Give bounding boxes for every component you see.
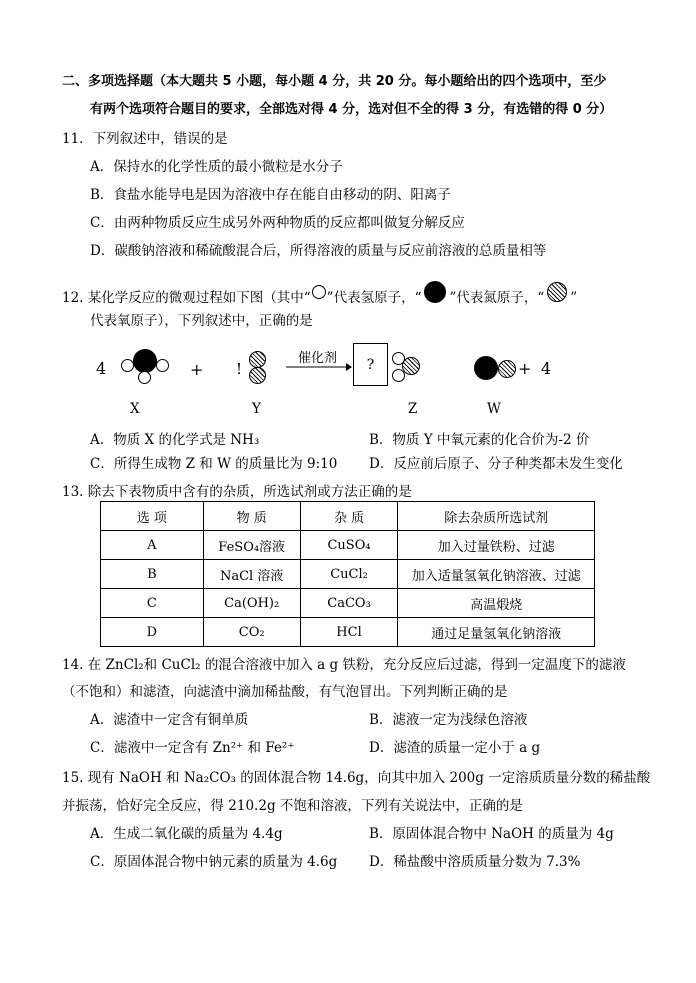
table-cell: A	[101, 531, 204, 560]
q14-option-a: A．滤渣中一定含有铜单质	[90, 712, 249, 728]
q14-option-b: B．滤液一定为浅绿色溶液	[369, 712, 528, 728]
nitrogen-atom-icon	[424, 281, 446, 303]
hydrogen-atom	[121, 359, 134, 372]
catalyst-label: 催化剂	[298, 351, 338, 366]
table-cell: 通过足量氢氧化钠溶液	[398, 618, 595, 647]
plus-sign: +	[518, 359, 532, 378]
table-cell: CuSO₄	[300, 531, 398, 560]
table-cell: FeSO₄溶液	[203, 531, 300, 560]
q15-option-c: C．原固体混合物中钠元素的质量为 4.6g	[90, 854, 338, 870]
q12-option-c: C．所得生成物 Z 和 W 的质量比为 9:10	[90, 456, 338, 472]
q12-stem-part2: ”代表氢原子，“	[326, 290, 422, 306]
q11-option-a: A．保持水的化学性质的最小微粒是水分子	[90, 159, 343, 175]
q15-stem-line2: 并振荡，恰好完全反应，得 210.2g 不饱和溶液，下列有关说法中，正确的是	[62, 798, 523, 814]
nitrogen-atom	[133, 349, 157, 373]
q13-stem: 13. 除去下表物质中含有的杂质，所选试剂或方法正确的是	[62, 484, 412, 500]
table-cell: CaCO₃	[300, 589, 398, 618]
nitrogen-atom	[474, 356, 498, 380]
label-w: W	[487, 401, 501, 417]
q12-stem-part4: ”	[570, 290, 578, 306]
table-row	[101, 531, 595, 560]
oxygen-atom	[498, 360, 516, 378]
table-cell: C	[101, 589, 204, 618]
oxygen-atom	[249, 367, 266, 384]
q12-option-d: D．反应前后原子、分子种类都未发生变化	[369, 456, 623, 472]
table-header-cell: 物 质	[203, 502, 300, 531]
q12-stem-part1: 12. 某化学反应的微观过程如下图（其中“	[62, 290, 311, 306]
hydrogen-atom	[392, 369, 405, 382]
table-cell: CO₂	[203, 618, 300, 647]
q15-option-b: B．原固体混合物中 NaOH 的质量为 4g	[369, 826, 614, 842]
table-cell: 加入适量氢氧化钠溶液、过滤	[398, 560, 595, 589]
q11-option-b: B．食盐水能导电是因为溶液中存在能自由移动的阴、阳离子	[90, 187, 451, 203]
label-y: Y	[252, 401, 261, 417]
section-heading-line1: 二、多项选择题（本大题共 5 小题，每小题 4 分，共 20 分。每小题给出的四个选项中，至少	[62, 74, 607, 89]
q15-stem-line1: 15. 现有 NaOH 和 Na₂CO₃ 的固体混合物 14.6g，向其中加入 200g 一定溶质质量分数的稀盐酸	[62, 770, 651, 786]
unknown-product-box: ?	[353, 343, 388, 386]
table-cell: 加入过量铁粉、过滤	[398, 531, 595, 560]
hydrogen-atom-icon	[312, 285, 326, 299]
q11-option-d: D．碳酸钠溶液和稀硫酸混合后，所得溶液的质量与反应前溶液的总质量相等	[90, 243, 547, 259]
oxygen-atom-icon	[547, 282, 567, 302]
table-header-cell: 杂 质	[300, 502, 398, 531]
table-cell: CuCl₂	[300, 560, 398, 589]
table-row	[101, 560, 595, 589]
coefficient-left: 4	[96, 359, 107, 378]
oxygen-atom	[249, 351, 266, 368]
hydrogen-atom	[138, 371, 151, 384]
table-cell: Ca(OH)₂	[203, 589, 300, 618]
q12-stem-part3: ”代表氮原子，“	[449, 290, 545, 306]
table-cell: 高温煅烧	[398, 589, 595, 618]
oxygen-atom	[402, 357, 420, 375]
table-cell: HCl	[300, 618, 398, 647]
q14-option-d: D．滤渣的质量一定小于 a g	[369, 740, 541, 756]
q15-option-d: D．稀盐酸中溶质质量分数为 7.3%	[369, 854, 581, 870]
q12-stem-line2: 代表氧原子），下列叙述中，正确的是	[90, 313, 313, 329]
coefficient-mark: !	[236, 360, 243, 378]
impurity-table	[100, 501, 595, 647]
table-header-row	[101, 502, 595, 531]
table-cell: NaCl 溶液	[203, 560, 300, 589]
section-heading-line2: 有两个选项符合题目的要求，全部选对得 4 分，选对但不全的得 3 分，有选错的得 0 分）	[90, 102, 613, 117]
label-z: Z	[408, 401, 418, 417]
table-header-cell: 除去杂质所选试剂	[398, 502, 595, 531]
q12-option-a: A．物质 X 的化学式是 NH₃	[90, 432, 260, 448]
table-cell: B	[101, 560, 204, 589]
q14-stem-line2: （不饱和）和滤渣，向滤渣中滴加稀盐酸，有气泡冒出。下列判断正确的是	[62, 684, 508, 700]
q15-option-a: A．生成二氧化碳的质量为 4.4g	[90, 826, 283, 842]
reaction-arrow-icon	[286, 362, 352, 372]
q12-option-b: B．物质 Y 中氧元素的化合价为-2 价	[369, 432, 590, 448]
q14-option-c: C．滤液中一定含有 Zn²⁺ 和 Fe²⁺	[90, 740, 295, 756]
q11-stem: 11．下列叙述中，错误的是	[62, 131, 228, 147]
q12-stem-line1	[62, 281, 577, 306]
q14-stem-line1: 14. 在 ZnCl₂和 CuCl₂ 的混合溶液中加入 a g 铁粉，充分反应后过滤，得到一定温度下的滤液	[62, 657, 626, 673]
table-cell: D	[101, 618, 204, 647]
hydrogen-atom	[156, 359, 169, 372]
table-row	[101, 618, 595, 647]
q11-option-c: C．由两种物质反应生成另外两种物质的反应都叫做复分解反应	[90, 215, 465, 231]
table-row	[101, 589, 595, 618]
table-header-cell: 选 项	[101, 502, 204, 531]
label-x: X	[130, 401, 140, 417]
plus-sign: +	[190, 360, 204, 379]
coefficient-right: 4	[541, 359, 552, 378]
